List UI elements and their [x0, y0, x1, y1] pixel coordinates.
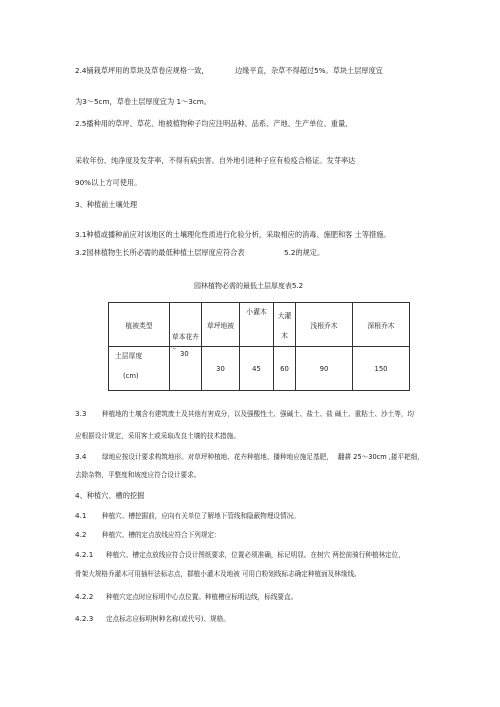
para-3-2-b: 5.2的规定。	[284, 248, 325, 257]
header-small-shrub: 小灌木	[240, 303, 274, 347]
para-2-4-c: 为3～5cm，草卷土层厚度宜为 1～3cm。	[75, 97, 211, 106]
row-label-b: (cm)	[123, 372, 139, 380]
sec-3-4-a2: 翻耕 25～30cm ,搂平耙细，	[338, 453, 424, 461]
sec-3-4-a: 绿地应按设计要求构筑地形。对草坪种植地、花卉种植地、播种地应施足基肥，	[102, 453, 333, 461]
sec-4-2-1-b: 骨架大规格乔灌木可用插杆法标志点，群植小灌木及地被 可用白粉划线标志确定种植面及林缘线。	[75, 570, 361, 578]
header-vegetation-type: 植被类型	[109, 303, 170, 347]
sec-3-3-b: 应根据设计规定，采用客土或采取改良土壤的技术措施。	[75, 432, 240, 440]
para-3-2-a: 3.2园林植物生长所必需的最低种植土层厚度应符合表	[75, 248, 245, 257]
sec-4-2: 种植穴、槽的定点放线应符合下列规定：	[102, 531, 221, 539]
value-shallow-tree: 90	[296, 347, 353, 391]
value-small-shrub: 45	[240, 347, 274, 391]
header-shallow-tree: 浅根乔木	[296, 303, 353, 347]
header-herb-flower: 草本花卉	[170, 327, 202, 347]
sec-4-2-3: 定点标志应标明树种名称(或代号)、规格。	[106, 615, 230, 623]
sec-3-4-b: 去除杂物，平整度和坡度应符合设计要求。	[75, 471, 201, 479]
para-2-5-c: 90%以上方可使用。	[75, 178, 142, 187]
sec-3-3-a: 种植地的土壤含有建筑废土及其他有害成分，以及强酸性土、强碱土、盐土、盐 碱土、重粘土、沙土等，均	[102, 410, 415, 418]
header-deep-tree: 深根乔木	[353, 303, 410, 347]
header-large-shrub-b: 木	[281, 331, 288, 340]
sec-4-2-2: 种植穴定点时应标明中心点位置。种植槽应标明边线，标线要直。	[106, 593, 298, 601]
soil-depth-table	[108, 302, 410, 391]
sec-4-2-1-num: 4.2.1	[75, 550, 94, 559]
para-2-5: 2.5播种用的草坪、草花、地被植物种子均应注明品种、品系、产地、生产单位、重量、	[75, 119, 353, 128]
sec-4-1: 种植穴、槽挖掘前，应向有关单位了解地下管线和隐蔽物埋设情况。	[102, 512, 300, 520]
sec-4-2-2-num: 4.2.2	[75, 592, 94, 601]
value-herb-text: 30	[180, 350, 189, 358]
para-2-4-a: 2.4铺栽草坪用的草块及草卷应规格一致，	[75, 66, 209, 75]
row-label-soil-depth	[109, 347, 170, 391]
sec-4-2-3-num: 4.2.3	[75, 614, 94, 623]
sec-4-1-num: 4.1	[75, 511, 87, 520]
heading-4: 4、种植穴、槽的挖掘	[75, 491, 145, 500]
header-cell-blank	[170, 303, 202, 327]
value-deep-tree: 150	[353, 347, 410, 391]
header-large-shrub-a: 大灌	[277, 311, 292, 320]
value-lawn: 30	[202, 347, 240, 391]
para-3-1: 3.1种植或播种前应对该地区的土壤理化性质进行化验分析，采取相应的消毒、施肥和客 土等措施。	[75, 230, 391, 239]
table-caption: 园林植物必需的最低土层厚度表5.2	[194, 282, 304, 290]
row-label-a: 土层厚度	[115, 352, 143, 360]
sec-4-2-num: 4.2	[75, 530, 87, 539]
header-lawn: 草坪地被	[202, 303, 240, 347]
heading-3: 3、种植前土壤处理	[75, 200, 138, 209]
value-large-shrub: 60	[274, 347, 296, 391]
header-large-shrub	[274, 303, 296, 347]
value-herb	[170, 347, 202, 391]
para-2-4-b: 边缘平直，杂草不得超过5%。草块土层厚度宜	[235, 66, 383, 75]
sec-3-3-num: 3.3	[75, 409, 87, 418]
para-2-5-b: 采收年份、纯净度及发芽率，不得有病虫害。自外地引进种子应有检疫合格证。发芽率达	[75, 156, 356, 165]
sec-3-4-num: 3.4	[75, 452, 87, 461]
tiny-mark: '--	[171, 346, 176, 352]
sec-4-2-1-a: 种植穴、槽定点放线应符合设计图纸要求，位置必须准确，标记明显。在树穴 两挖前骑行种植林定位，	[106, 551, 405, 559]
